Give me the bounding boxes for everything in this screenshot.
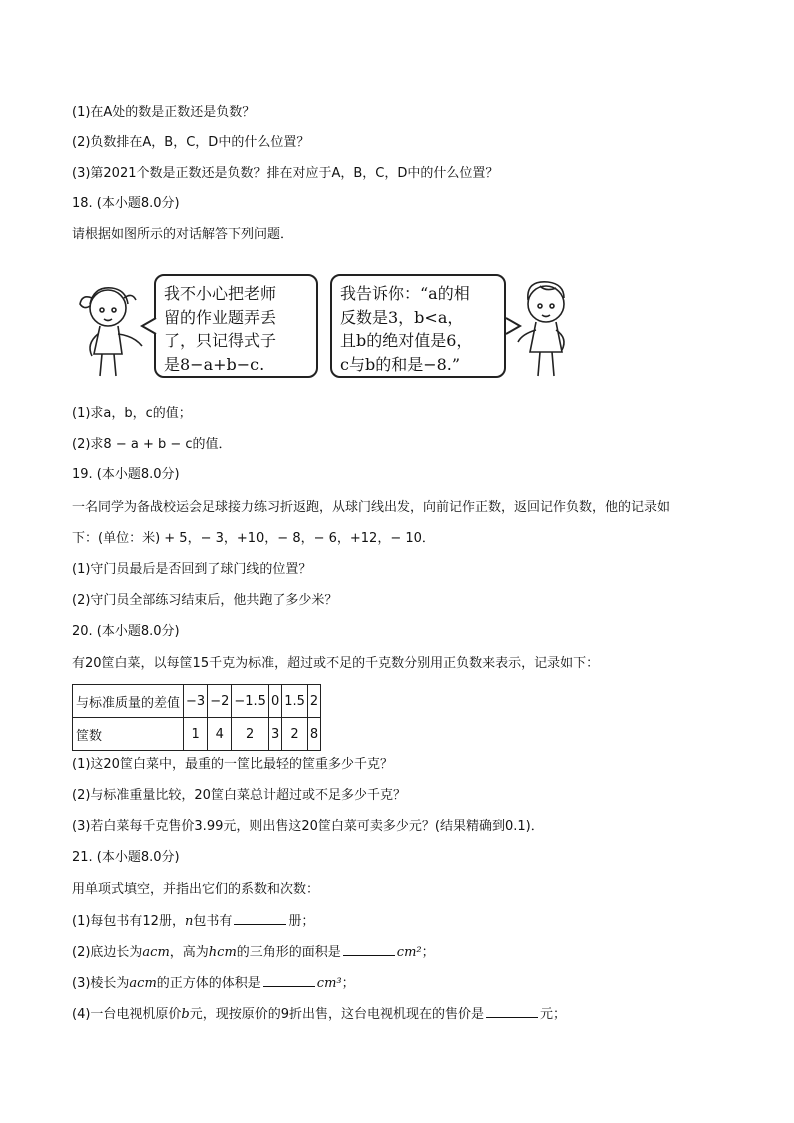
speech-bubble-right: 我告诉你：“a的相 反数是3，b<a， 且b的绝对值是6， c与b的和是−8.” — [330, 274, 506, 378]
answer-blank[interactable] — [263, 974, 315, 987]
q17-part3: (3)第2021个数是正数还是负数？排在对应于A，B，C，D中的什么位置？ — [72, 166, 499, 181]
q19-text-line2: 下：(单位：米) + 5，− 3，+10，− 8，− 6，+12，− 10． — [72, 531, 435, 546]
q20-intro: 有20筐白菜，以每筐15千克为标准，超过或不足的千克数分别用正负数来表示，记录如下： — [72, 656, 600, 671]
table-row-label: 筐数 — [73, 718, 184, 751]
q17-part1: (1)在A处的数是正数还是负数？ — [72, 105, 256, 120]
q18-header: 18. (本小题8.0分) — [72, 196, 180, 211]
q21-part3: (3)棱长为acm的正方体的体积是 cm³； — [72, 976, 355, 991]
table-row — [73, 685, 321, 718]
table-cell: −2 — [208, 685, 232, 718]
table-cell: 4 — [208, 718, 232, 751]
table-cell: 2 — [307, 685, 320, 718]
q21-header: 21. (本小题8.0分) — [72, 850, 180, 865]
q21-intro: 用单项式填空，并指出它们的系数和次数： — [72, 882, 320, 897]
table-cell: −3 — [184, 685, 208, 718]
table-cell: 1 — [184, 718, 208, 751]
q20-part2: (2)与标准重量比较，20筐白菜总计超过或不足多少千克？ — [72, 788, 406, 803]
q20-header: 20. (本小题8.0分) — [72, 624, 180, 639]
table-cell: 1.5 — [282, 685, 308, 718]
q20-part3: (3)若白菜每千克售价3.99元，则出售这20筐白菜可卖多少元？(结果精确到0.1)． — [72, 819, 544, 834]
q19-header: 19. (本小题8.0分) — [72, 467, 180, 482]
q18-part1: (1)求a，b，c的值； — [72, 406, 192, 421]
q21-part4: (4)一台电视机原价b元，现按原价的9折出售，这台电视机现在的售价是 元； — [72, 1007, 567, 1022]
q21-part2: (2)底边长为acm，高为hcm的三角形的面积是 cm²； — [72, 945, 435, 960]
table-cell: 3 — [268, 718, 281, 751]
q18-intro: 请根据如图所示的对话解答下列问题． — [72, 227, 294, 242]
dialogue-illustration — [72, 266, 578, 386]
speech-bubble-left: 我不小心把老师 留的作业题弄丢 了，只记得式子 是8−a+b−c. — [154, 274, 318, 378]
table-row-label: 与标准质量的差值 — [73, 685, 184, 718]
q19-text-line1: 一名同学为备战校运会足球接力练习折返跑，从球门线出发，向前记作正数，返回记作负数，他的记录如 — [72, 500, 671, 515]
table-cell: −1.5 — [232, 685, 269, 718]
boy-figure-icon — [512, 272, 578, 380]
table-cell: 8 — [307, 718, 320, 751]
table-cell: 0 — [268, 685, 281, 718]
table-cell: 2 — [282, 718, 308, 751]
table-cell: 2 — [232, 718, 269, 751]
q19-part2: (2)守门员全部练习结束后，他共跑了多少米？ — [72, 593, 338, 608]
q21-part1: (1)每包书有12册，n包书有 册； — [72, 914, 315, 929]
answer-blank[interactable] — [486, 1005, 538, 1018]
q19-part1: (1)守门员最后是否回到了球门线的位置？ — [72, 562, 312, 577]
answer-blank[interactable] — [343, 943, 395, 956]
table-row — [73, 718, 321, 751]
answer-blank[interactable] — [234, 912, 286, 925]
q18-part2: (2)求8 − a + b − c的值． — [72, 437, 232, 452]
cabbage-weight-table — [72, 684, 321, 751]
bubble-tail-left-icon — [140, 316, 158, 336]
q17-part2: (2)负数排在A，B，C，D中的什么位置？ — [72, 135, 310, 150]
q20-part1: (1)这20筐白菜中，最重的一筐比最轻的筐重多少千克？ — [72, 757, 393, 772]
